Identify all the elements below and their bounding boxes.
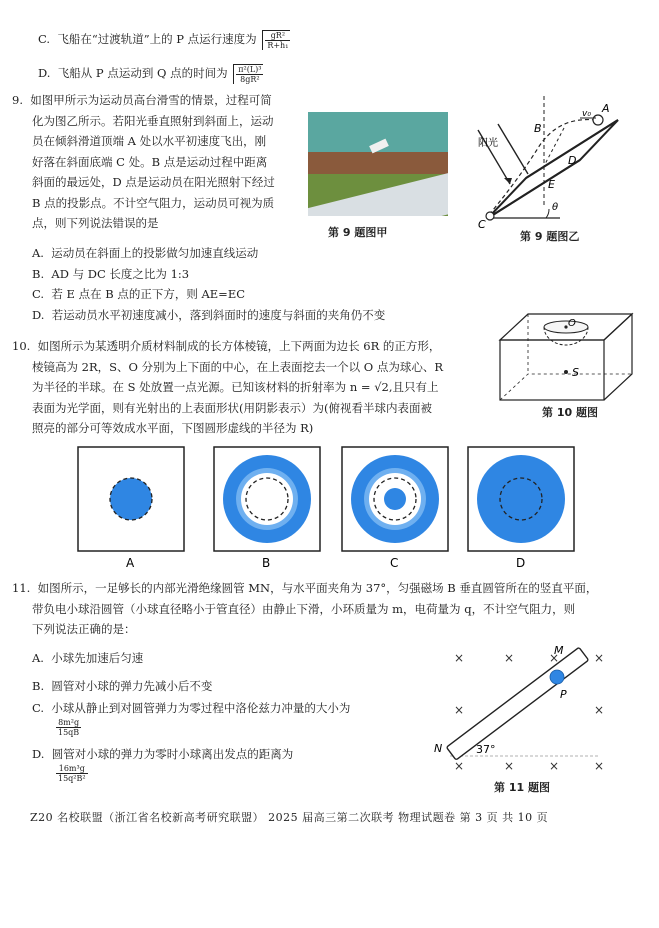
q9-option-d: D. 若运动员水平初速度减小，落到斜面时的速度与斜面的夹角仍不变 bbox=[32, 307, 386, 322]
svg-text:×: × bbox=[454, 651, 465, 665]
choice-label-b: B bbox=[262, 556, 271, 570]
q10-number: 10. bbox=[12, 339, 31, 353]
page-footer: Z20 名校联盟（浙江省名校新高考研究联盟） 2025 届高三第二次联考 物理试题卷 第 3 页 共 10 页 bbox=[30, 811, 549, 824]
q11-option-d: D. 圆管对小球的弹力为零时小球离出发点的距离为 $\frac{\text{16m³g}}{\text{15q²B²}}$ bbox=[32, 747, 294, 783]
svg-text:B: B bbox=[534, 122, 542, 135]
svg-text:C: C bbox=[478, 218, 486, 228]
q11-fig-caption: 第 11 题图 bbox=[494, 781, 550, 794]
q9-diagram-slope bbox=[448, 88, 620, 228]
choice-b-diagram bbox=[214, 447, 320, 551]
svg-text:×: × bbox=[454, 759, 465, 773]
svg-text:×: × bbox=[549, 651, 560, 665]
q10-fig-caption: 第 10 题图 bbox=[542, 406, 598, 419]
light-source-s bbox=[564, 370, 568, 374]
svg-text:v₀: v₀ bbox=[582, 109, 591, 119]
svg-text:θ: θ bbox=[552, 202, 559, 213]
svg-text:×: × bbox=[594, 703, 605, 717]
choice-label-d: D bbox=[516, 556, 526, 570]
svg-text:D: D bbox=[568, 154, 577, 167]
q10-prism-diagram bbox=[494, 310, 636, 404]
q8-option-d: D. 飞船从 P 点运动到 Q 点的时间为 $\frac{\text{π²(L)³}}{\text{8gR²}}$ bbox=[38, 65, 262, 84]
svg-text:37°: 37° bbox=[476, 743, 496, 756]
q9-fig-b-caption: 第 9 题图乙 bbox=[520, 230, 580, 243]
choice-d-diagram bbox=[468, 447, 574, 551]
choice-label-c: C bbox=[390, 556, 399, 570]
q9-option-a: A. 运动员在斜面上的投影做匀加速直线运动 bbox=[32, 246, 259, 260]
charged-ball bbox=[550, 670, 564, 684]
q11-stem: 11. 如图所示，一足够长的内部光滑绝缘圆管 MN，与水平面夹角为 37°，匀强磁场 B 垂直圆管所在的竖直平面， 带负电小球沿圆管（小球直径略小于管直径）由静止下滑，小环质量为 m，电荷量为 q，不计空气阻力，则 下列说法正确的是： bbox=[12, 581, 598, 636]
q8-option-c: C. 飞船在“过渡轨道”上的 P 点运行速度为 $\frac{\text{gR²}}{\text{R+h₁}}$ bbox=[38, 31, 289, 50]
choice-a-diagram bbox=[78, 447, 184, 551]
svg-text:阳光: 阳光 bbox=[478, 138, 498, 149]
q9-stem: 9. 如图甲所示为运动员高台滑雪的情景，过程可简 化为图乙所示。若阳光垂直照射到斜面上，运动 员在倾斜滑道顶端 A 处以水平初速度飞出，刚 好落在斜面底端 C 处。B 点是运动过程中距离 斜面的最远处，D 点是运动员在阳光照射下经过 B 点的投影点。不计空气阻力，运动员可视为质 点，则下列说法错误的是 bbox=[12, 93, 275, 230]
svg-text:E: E bbox=[548, 178, 555, 191]
q11-option-b: B. 圆管对小球的弹力先减小后不变 bbox=[32, 679, 213, 693]
q9-options bbox=[32, 243, 385, 325]
svg-text:×: × bbox=[594, 759, 605, 773]
q11-option-a: A. 小球先加速后匀速 bbox=[32, 651, 144, 665]
svg-text:×: × bbox=[594, 651, 605, 665]
q10-stem: 10. 如图所示为某透明介质材料制成的长方体棱镜，上下两面为边长 6R 的正方形， 棱镜高为 2R，S、O 分别为上下面的中心，在上表面挖去一个以 O 点为球心、R 为半径的半球。在 S 处放置一点光源。已知该材料的折射率为 n = √2,且只有上 表面为光学面，则有光射出的上表面形状(用阴影表示）为(俯视看半球内表面被 照亮的部分可等效成水平面，下图圆形虚线的半径为 R) bbox=[12, 339, 443, 435]
svg-text:A: A bbox=[602, 102, 610, 115]
q9-number: 9. bbox=[12, 93, 23, 107]
svg-text:P: P bbox=[560, 688, 567, 701]
choice-c-diagram bbox=[342, 447, 448, 551]
svg-text:×: × bbox=[504, 759, 515, 773]
choice-label-a: A bbox=[126, 556, 135, 570]
svg-text:×: × bbox=[454, 703, 465, 717]
svg-text:×: × bbox=[549, 759, 560, 773]
q9-option-c: C. 若 E 点在 B 点的正下方，则 AE=EC bbox=[32, 287, 246, 301]
svg-text:M: M bbox=[554, 644, 564, 657]
q10-choice-diagrams bbox=[76, 445, 582, 571]
svg-text:S: S bbox=[572, 366, 579, 379]
q11-tube-diagram bbox=[428, 640, 618, 776]
skier-point-a bbox=[593, 115, 603, 125]
q9-fig-a-caption: 第 9 题图甲 bbox=[328, 226, 388, 239]
tube-mn bbox=[446, 647, 588, 760]
svg-text:N: N bbox=[434, 742, 443, 755]
q9-option-b: B. AD 与 DC 长度之比为 1:3 bbox=[32, 266, 190, 281]
svg-text:O: O bbox=[568, 318, 576, 329]
skier-point-c bbox=[486, 212, 494, 220]
q11-number: 11. bbox=[12, 581, 31, 595]
q11-option-c: C. 小球从静止到对圆管弹力为零过程中洛伦兹力冲量的大小为 $\frac{\text{8m²g}}{15qB}$ bbox=[32, 701, 351, 737]
q9-photo-ski-jump bbox=[308, 112, 448, 216]
svg-text:×: × bbox=[504, 651, 515, 665]
